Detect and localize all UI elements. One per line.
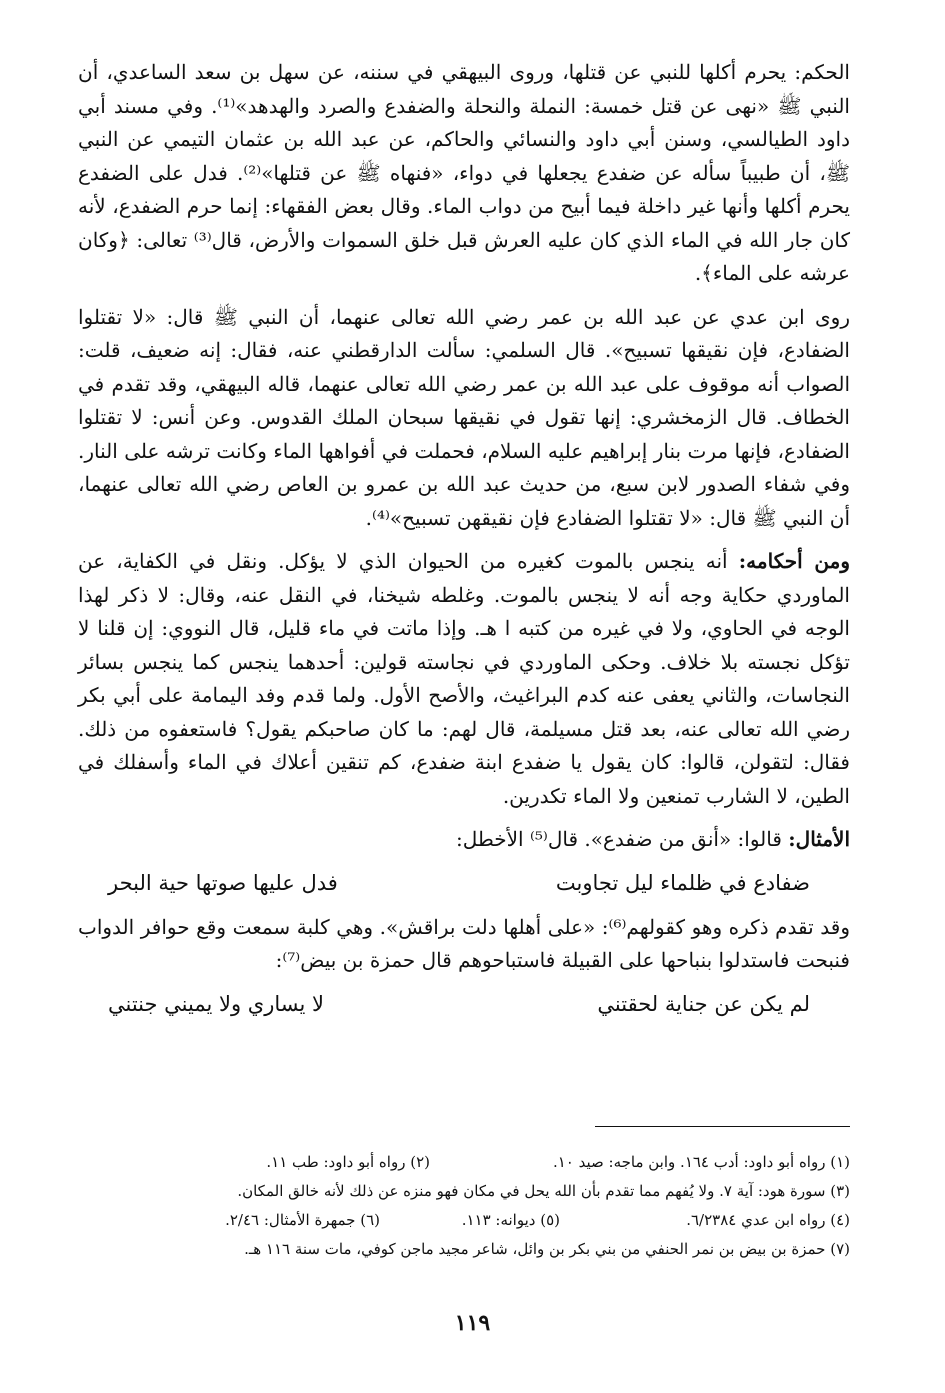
paragraph-baraqish: وقد تقدم ذكره وهو كقولهم⁽⁶⁾: «على أهلها دلت براقش». وهي كلبة سمعت وقع حوافر الدواب فنبحت فاستدلوا بنباحها على القبيلة فاستباحوهم قال حمزة بن بيض⁽⁷⁾: xyxy=(78,914,850,972)
main-text xyxy=(78,56,850,1032)
verse-second-hemistich: فدل عليها صوتها حية البحر xyxy=(108,870,338,895)
amthal-heading: الأمثال: xyxy=(788,827,850,851)
verse-first-hemistich: لم يكن عن جناية لحقتني xyxy=(597,991,810,1016)
page-number: ١١٩ xyxy=(454,1310,491,1336)
paragraph-ibn-adi: روى ابن عدي عن عبد الله بن عمر رضي الله تعالى عنهما، أن النبي ﷺ قال: «لا تقتلوا الضفادع، فإن نقيقها تسبيح». قال السلمي: سألت الدارقطني عنه، فقال: إنه ضعيف، قلت: الصواب أنه موقوف على عبد الله بن عمر رضي الله تعالى عنهما، قاله البيهقي، وقد تقدم في الخطاف. قال الزمخشري: إنها تقول في نقيقها سبحان الملك القدوس. وعن أنس: لا تقتلوا الضفادع، فإنها مرت بنار إبراهيم عليه السلام، فحملت في أفواهها الماء وكانت ترشه على النار. وفي شفاء الصدور لابن سبع، من حديث عبد الله بن عمرو بن العاص رضي الله تعالى عنهما، أن النبي ﷺ قال: «لا تقتلوا الضفادع فإن نقيقهن تسبيح»⁽⁴⁾. xyxy=(78,304,850,530)
poem-verse-akhtal xyxy=(78,863,850,903)
footnote-5: (٥) ديوانه: ١١٣. xyxy=(461,1211,560,1229)
paragraph-ahkam xyxy=(78,545,850,813)
footnote-7: (٧) حمزة بن بيض بن نمر الحنفي من بني بكر بن وائل، شاعر مجيد ماجن كوفي، مات سنة ١١٦ هـ. xyxy=(244,1240,850,1258)
verse-first-hemistich: ضفادع في ظلماء ليل تجاوبت xyxy=(555,870,810,895)
footnote-row xyxy=(95,1177,850,1206)
footnote-6: (٦) جمهرة الأمثال: ٢/٤٦. xyxy=(225,1211,380,1229)
footnote-row xyxy=(95,1206,850,1235)
footnote-row xyxy=(95,1148,850,1177)
footnote-2: (٢) رواه أبو داود: طب ١١. xyxy=(266,1153,430,1171)
footnote-divider xyxy=(595,1126,850,1127)
paragraph-amthal xyxy=(78,823,850,857)
footnote-row xyxy=(95,1235,850,1264)
footnotes xyxy=(95,1148,850,1264)
ahkam-text: أنه ينجس بالموت كغيره من الحيوان الذي لا يؤكل. ونقل في الكفاية، عن الماوردي حكاية وجه أنه لا ينجس بالموت. وغلطه شيخنا، في النقل عنه، وقال: لا ذكر لهذا الوجه في الحاوي، ولا في غيره من كتبه ا هـ. وإذا ماتت في ماء قليل، قال النووي: إن قلنا لا تؤكل نجسته بلا خلاف. وحكى الماوردي في نجاسته قولين: أحدهما ينجس كما ينجس بسائر النجاسات، والثاني يعفى عنه كدم البراغيث، والأصح الأول. ولما قدم وفد اليمامة على أبي بكر رضي الله تعالى عنه، بعد قتل مسيلمة، قال لهم: ما كان صاحبكم يقول؟ فاستعفوه من ذلك. فقال: لتقولن، قالوا: كان يقول يا ضفدع ابنة ضفدع، كم تنقين أعلاك في الماء وأسفلك في الطين، لا الشارب تمنعين ولا الماء تكدرين. xyxy=(78,549,850,808)
footnote-4: (٤) رواه ابن عدي ٦/٢٣٨٤. xyxy=(686,1211,850,1229)
footnote-3: (٣) سورة هود: آية ٧. ولا يُفهم مما تقدم بأن الله يحل في مكان فهو منزه عن ذلك لأنه خالق المكان. xyxy=(237,1182,850,1200)
paragraph-hukm: الحكم: يحرم أكلها للنبي عن قتلها، وروى البيهقي في سننه، عن سهل بن سعد الساعدي، أن النبي ﷺ «نهى عن قتل خمسة: النملة والنحلة والضفدع والصرد والهدهد»⁽¹⁾. وفي مسند أبي داود الطيالسي، وسنن أبي داود والنسائي والحاكم، عن عبد الله بن عثمان التيمي عن النبي ﷺ، أن طبيباً سأله عن ضفدع يجعلها في دواء، «فنهاه ﷺ عن قتلها»⁽²⁾. فدل على الضفدع يحرم أكلها وأنها غير داخلة فيما أبيح من دواب الماء. وقال بعض الفقهاء: إنما حرم الضفدع، لأنه كان جار الله في الماء الذي كان عليه العرش قبل خلق السموات والأرض، قال⁽³⁾ تعالى: ﴿وكان عرشه على الماء﴾. xyxy=(78,60,850,285)
footnote-1: (١) رواه أبو داود: أدب ١٦٤. وابن ماجه: صيد ١٠. xyxy=(552,1153,850,1171)
verse-second-hemistich: لا يساري ولا يميني جنتني xyxy=(108,991,325,1016)
ahkam-heading: ومن أحكامه: xyxy=(738,549,851,573)
amthal-text: قالوا: «أنق من ضفدع». قال⁽⁵⁾ الأخطل: xyxy=(455,827,789,851)
poem-verse-hamza xyxy=(78,984,850,1024)
